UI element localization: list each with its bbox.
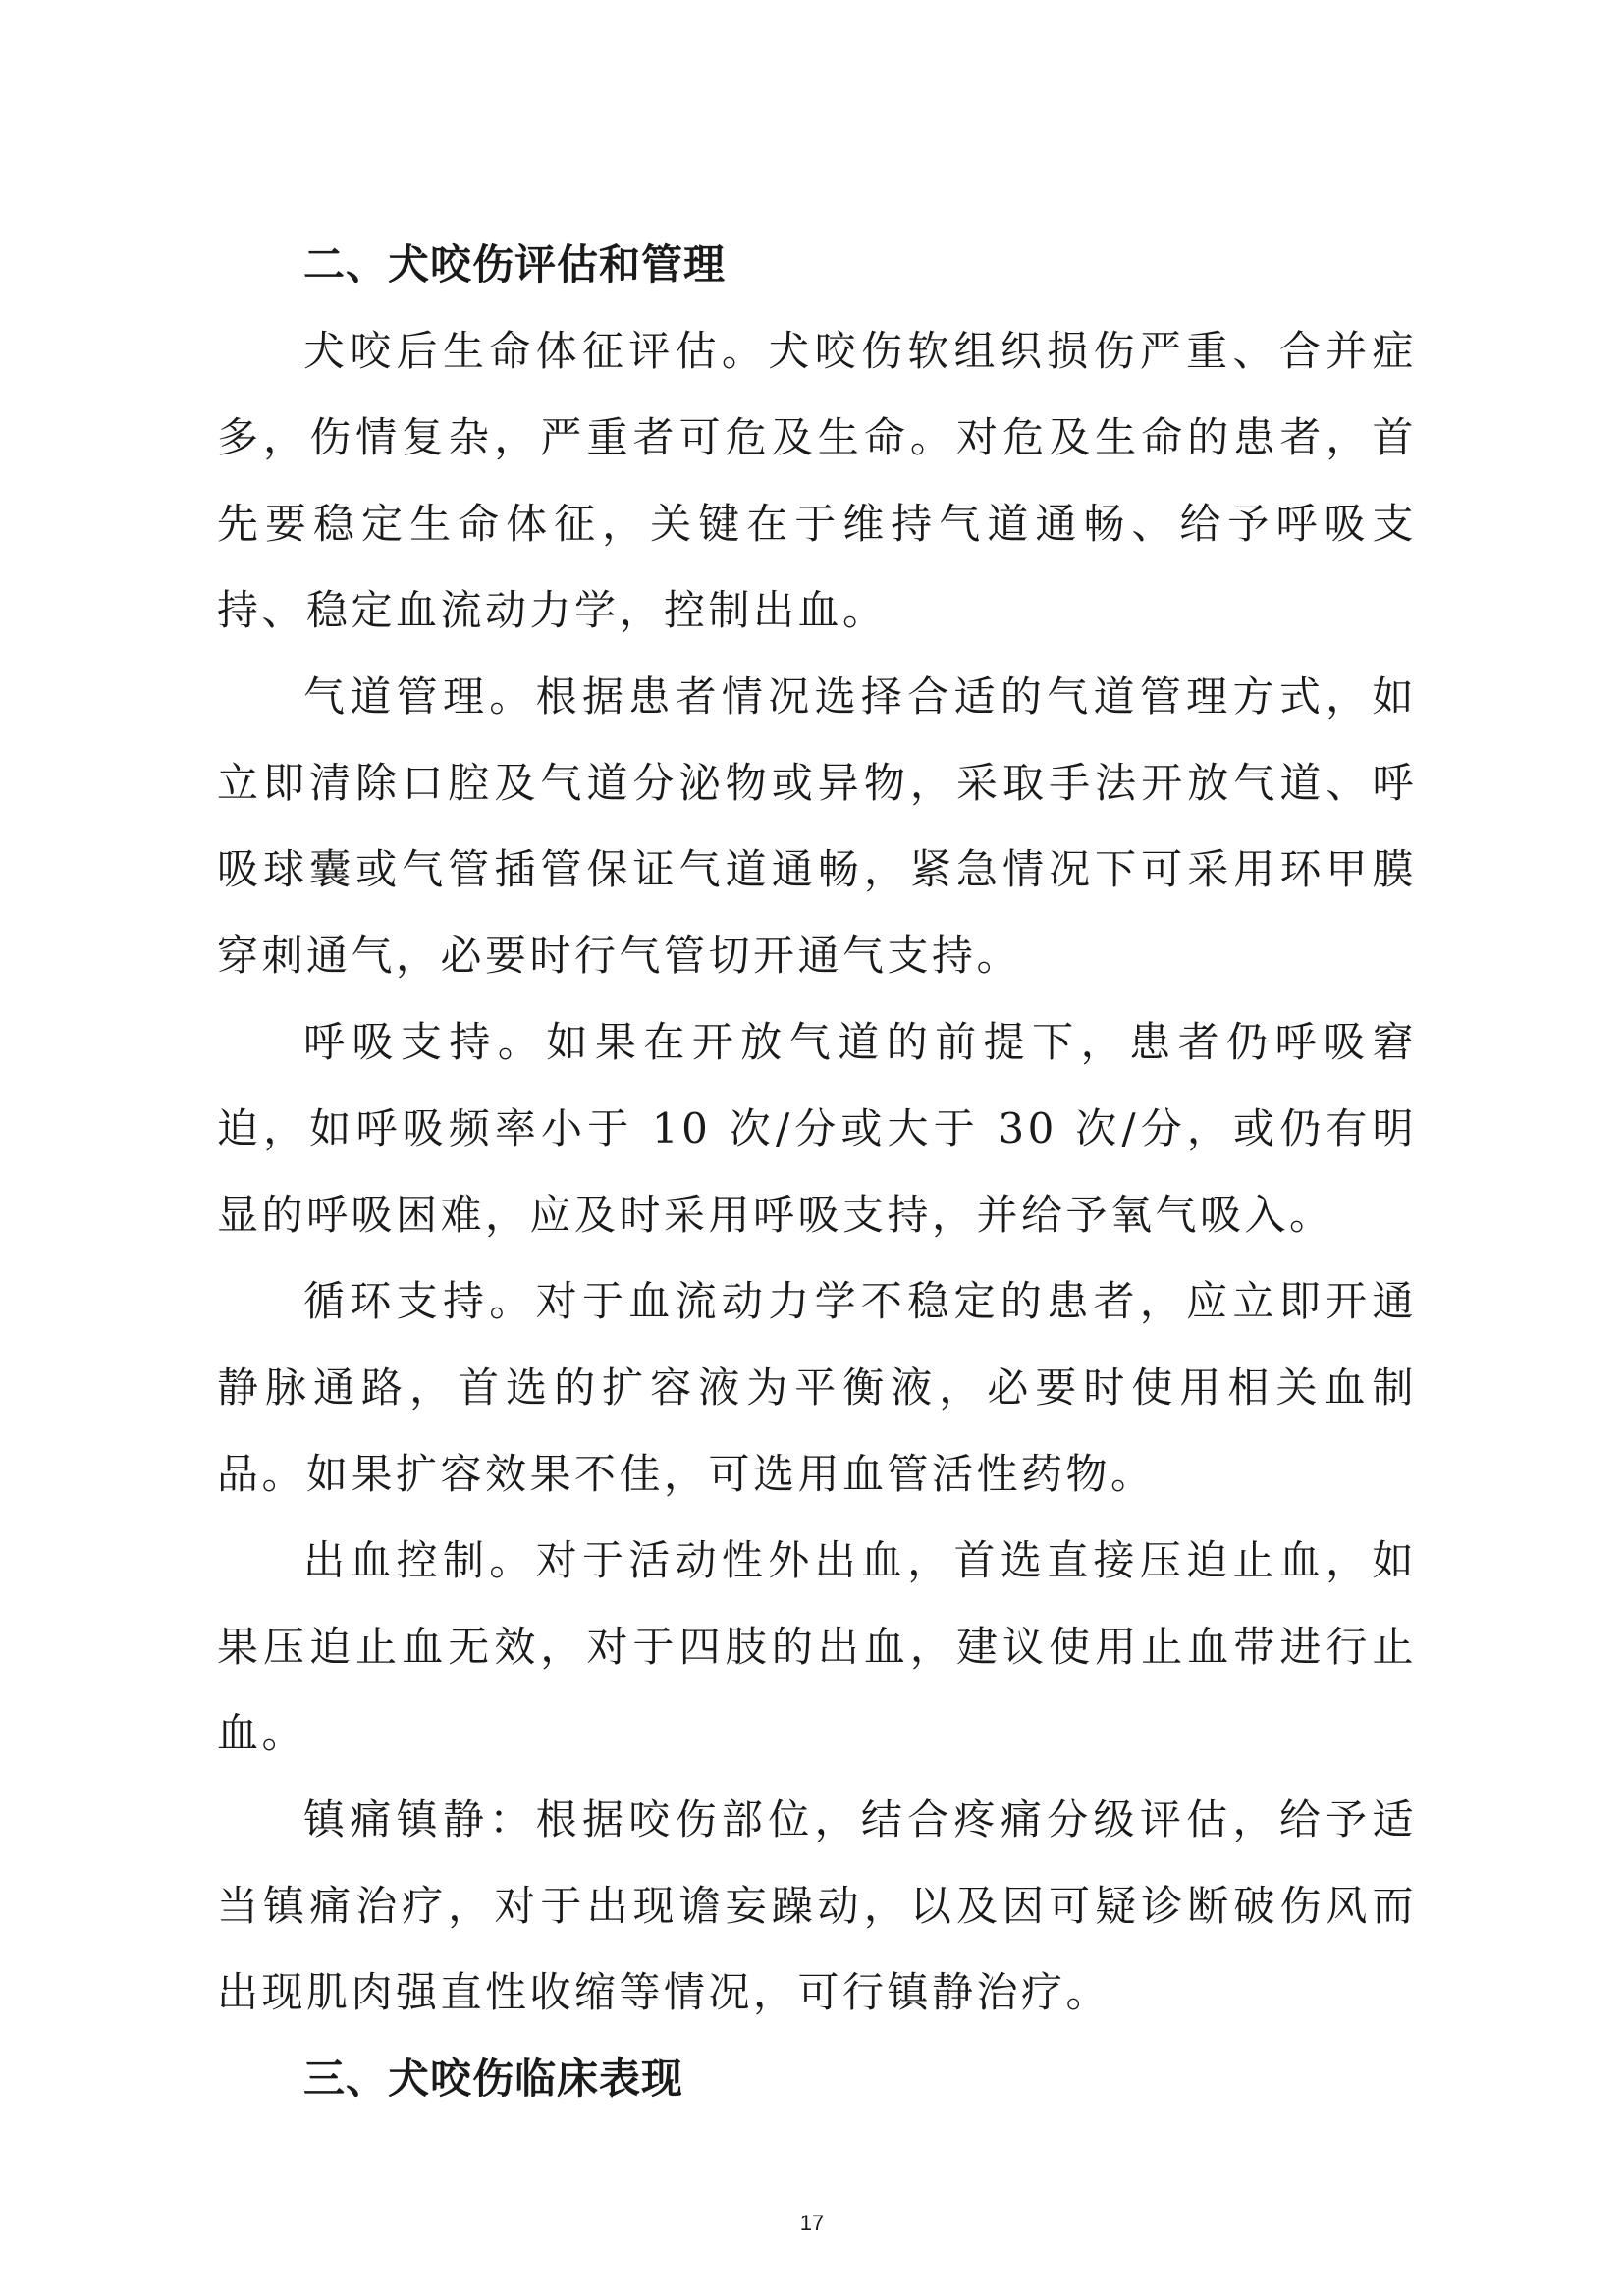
page-content [217,222,1417,2122]
paragraph-circulatory-support: 循环支持。对于血流动力学不稳定的患者，应立即开通静脉通路，首选的扩容液为平衡液，必要时使用相关血制品。如果扩容效果不佳，可选用血管活性药物。 [217,1277,1417,1498]
paragraph-vital-signs: 犬咬后生命体征评估。犬咬伤软组织损伤严重、合并症多，伤情复杂，严重者可危及生命。对危及生命的患者，首先要稳定生命体征，关键在于维持气道通畅、给予呼吸支持、稳定血流动力学，控制出血。 [217,327,1417,634]
page-number: 17 [799,2211,825,2235]
paragraph-analgesia-sedation: 镇痛镇静：根据咬伤部位，结合疼痛分级评估，给予适当镇痛治疗，对于出现谵妄躁动，以及因可疑诊断破伤风而出现肌肉强直性收缩等情况，可行镇静治疗。 [217,1795,1417,2016]
paragraph-airway-management: 气道管理。根据患者情况选择合适的气道管理方式，如立即清除口腔及气道分泌物或异物，采取手法开放气道、呼吸球囊或气管插管保证气道通畅，紧急情况下可采用环甲膜穿刺通气，必要时行气管切开通气支持。 [217,672,1417,980]
section-heading-3: 三、犬咬伤临床表现 [303,2055,684,2103]
paragraph-bleeding-control: 出血控制。对于活动性外出血，首选直接压迫止血，如果压迫止血无效，对于四肢的出血，建议使用止血带进行止血。 [217,1536,1417,1757]
section-heading-2: 二、犬咬伤评估和管理 [303,240,727,289]
paragraph-respiratory-support: 呼吸支持。如果在开放气道的前提下，患者仍呼吸窘迫，如呼吸频率小于 10 次/分或大于 30 次/分，或仍有明显的呼吸困难，应及时采用呼吸支持，并给予氧气吸入。 [217,1018,1417,1239]
